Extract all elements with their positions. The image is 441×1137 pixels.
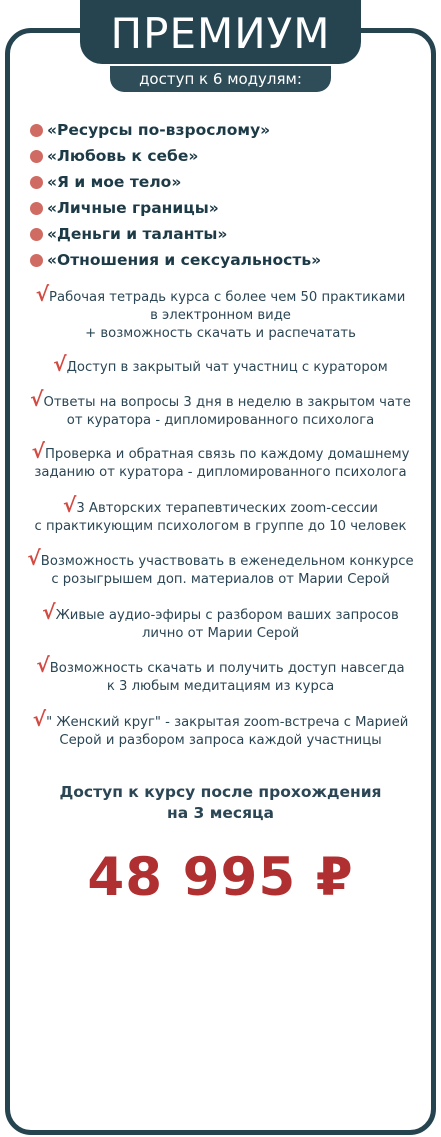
feature-text: Возможность скачать и получить доступ навсегда [49, 661, 405, 676]
feature-line: с практикующим психологом в группе до 10 человек [34, 519, 407, 534]
feature-text: 3 Авторских терапевтических zoom-сессии [76, 501, 378, 516]
module-label: «Ресурсы по-взрослому» [47, 121, 271, 139]
module-label: «Деньги и таланты» [47, 225, 228, 243]
access-duration-text [0, 782, 441, 824]
feature-line: к 3 любым медитациям из курса [106, 679, 335, 694]
access-line: Доступ к курсу после прохождения [59, 783, 382, 801]
feature-line: лично от Марии Серой [141, 626, 300, 641]
price-label: 48 995 ₽ [87, 847, 354, 908]
feature-text: Ответы на вопросы 3 дня в неделю в закрытом чате [43, 395, 411, 410]
bullet-dot-icon [30, 228, 43, 241]
checkmark-icon: √ [32, 707, 47, 731]
module-label: «Отношения и сексуальность» [47, 251, 322, 269]
feature-line [8, 439, 433, 464]
checkmark-icon: √ [63, 493, 77, 517]
bullet-dot-icon [30, 150, 43, 163]
bullet-dot-icon [30, 202, 43, 215]
feature-line: в электронном виде [150, 308, 291, 323]
feature-line: + возможность скачать и распечатать [85, 326, 356, 341]
feature-line [8, 387, 433, 412]
feature-text: Возможность участвовать в еженедельном конкурсе [40, 554, 414, 569]
checkmark-icon: √ [30, 387, 44, 411]
module-label: «Личные границы» [47, 199, 219, 217]
checkmark-icon: √ [27, 546, 41, 570]
feature-item [8, 439, 433, 482]
feature-item [8, 282, 433, 343]
feature-line [8, 352, 433, 377]
feature-text: Живые аудио-эфиры с разбором ваших запросов [55, 608, 399, 623]
checkmark-icon: √ [31, 439, 45, 463]
feature-item [8, 493, 433, 536]
feature-line: с розыгрышем доп. материалов от Марии Серой [51, 572, 390, 587]
module-item [30, 169, 321, 195]
feature-text: Рабочая тетрадь курса с более чем 50 практиками [49, 290, 406, 305]
checkmark-icon: √ [36, 653, 50, 677]
module-item [30, 143, 321, 169]
bullet-dot-icon [30, 176, 43, 189]
feature-item [8, 546, 433, 589]
module-list [30, 117, 321, 273]
feature-line [8, 707, 433, 732]
feature-line [8, 546, 433, 571]
feature-text: " Женский круг" - закрытая zoom-встреча с Марией [46, 715, 409, 730]
feature-line: заданию от куратора - дипломированного психолога [34, 465, 407, 480]
feature-item [8, 387, 433, 430]
feature-text: Проверка и обратная связь по каждому домашнему [44, 447, 410, 462]
module-label: «Я и мое тело» [47, 173, 182, 191]
feature-line: Серой и разбором запроса каждой участницы [59, 733, 382, 748]
plan-subtitle: доступ к 6 модулям: [139, 70, 302, 88]
feature-line: от куратора - дипломированного психолога [66, 413, 375, 428]
module-item [30, 247, 321, 273]
access-line: на 3 месяца [166, 804, 275, 822]
feature-line [8, 493, 433, 518]
module-item [30, 221, 321, 247]
feature-text: Доступ в закрытый чат участниц с куратором [66, 360, 388, 375]
checkmark-icon: √ [35, 282, 50, 306]
feature-line [8, 653, 433, 678]
checkmark-icon: √ [42, 600, 56, 624]
checkmark-icon: √ [53, 352, 67, 376]
feature-item [8, 352, 433, 377]
module-item [30, 117, 321, 143]
feature-item [8, 653, 433, 696]
module-item [30, 195, 321, 221]
bullet-dot-icon [30, 254, 43, 267]
plan-title: ПРЕМИУМ [110, 9, 331, 58]
feature-line [8, 600, 433, 625]
feature-line [8, 282, 433, 307]
module-label: «Любовь к себе» [47, 147, 199, 165]
bullet-dot-icon [30, 124, 43, 137]
feature-item [8, 707, 433, 750]
feature-item [8, 600, 433, 643]
